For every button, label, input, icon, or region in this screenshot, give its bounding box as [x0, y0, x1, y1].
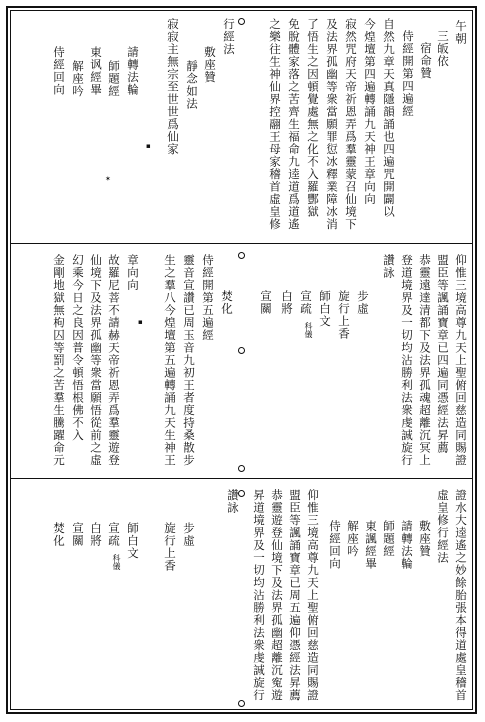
- text-column: 東諷經畢: [364, 520, 378, 570]
- text-column: 師白文: [318, 290, 332, 328]
- text-column: 金剛地獄無枸囚等罰之苦羣生騰躍命元: [52, 254, 66, 467]
- text-column: 行經法: [222, 18, 236, 56]
- text-column: 靜念如法: [185, 60, 199, 110]
- text-column: 虛皇修行經法: [436, 489, 450, 564]
- text-column: 仰惟三境高尊九天上聖俯回慈造同賜證: [454, 254, 468, 467]
- text-column: 讚詠: [382, 254, 396, 279]
- text-column: 宣關: [71, 522, 85, 547]
- text-column: 宿命贊: [419, 42, 433, 80]
- punctuation-mark: ✶: [105, 175, 111, 183]
- text-column: 宣關: [259, 290, 273, 315]
- text-column: 恭靈遊登仙境下及法界孤幽超離沉寃遊: [270, 489, 284, 702]
- section-divider-bottom: [10, 478, 473, 479]
- text-column: 之樂往生神仙界控翮王母家稽首虛皇修: [268, 18, 282, 231]
- text-column: 盟臣等諷誦寶章已周五遍仰憑經法昇薦: [288, 489, 302, 702]
- small-annotation: 科儀: [304, 322, 313, 338]
- text-column: 東讽經畢: [89, 46, 103, 96]
- text-column: 師題經: [107, 60, 121, 98]
- ring-marker: [238, 18, 245, 25]
- text-column: 昇道境界及一切均沾勝利法衆虔誠旋行: [252, 489, 266, 702]
- text-column: 幻乘今日之良因普令頓悟根佛不入: [71, 254, 85, 442]
- text-column: 章向向: [126, 254, 140, 292]
- text-column: 解座吟: [346, 520, 360, 558]
- text-column: 仰惟三境高尊九天上聖俯回慈造同賜證: [306, 489, 320, 702]
- text-column: 及法界孤幽等衆當願罪愆冰釋業障冰消: [325, 18, 339, 231]
- section-divider-top: [10, 243, 473, 244]
- text-column: 讚詠: [226, 489, 240, 514]
- ring-marker: [238, 252, 245, 259]
- text-column: 生之羣八今煌壇第五遍轉誦九天生神王: [163, 254, 177, 467]
- text-column: 免脫體家落之苦齊生福命九逵道爲道遙: [287, 18, 301, 231]
- text-column: 侍經開第四遍經: [401, 30, 415, 118]
- text-column: 焚化: [220, 290, 234, 315]
- text-column: 寂寂主無宗至世世爲仙家: [166, 18, 180, 156]
- text-column: 自然九章天真隱韻誦也四遍咒開闢以: [382, 18, 396, 218]
- punctuation-mark: ▪: [146, 142, 151, 150]
- text-column: 旋行上香: [337, 290, 351, 340]
- text-column: 侍經回向: [52, 46, 66, 96]
- text-column: 靈音宣讚已周玉音九初王者度持桑散步: [182, 254, 196, 467]
- punctuation-mark: ▪: [138, 318, 143, 326]
- ring-marker: [238, 700, 245, 707]
- text-column: 了悟生之因頓覺處無之化不入羅酆獄: [306, 18, 320, 218]
- ring-marker: [238, 465, 245, 472]
- text-column: 宣疏: [299, 290, 313, 315]
- text-column: 步虛: [356, 290, 370, 315]
- text-column: 故羅尼菩不請赫天帝祈恩弄爲羣靈遊登: [107, 254, 121, 467]
- text-column: 解座吟: [71, 60, 85, 98]
- text-column: 白將: [89, 522, 103, 547]
- text-column: 侍經回向: [328, 520, 342, 570]
- text-column: 侍經開第五遍經: [201, 254, 215, 342]
- text-column: 午朝: [454, 20, 468, 45]
- text-column: 請轉法輪: [400, 520, 414, 570]
- small-annotation: 科儀: [112, 554, 121, 570]
- text-column: 恭靈遠達清都下及法界孤魂超離沉冥上: [418, 254, 432, 467]
- ring-marker: [238, 347, 245, 354]
- text-column: 三皈依: [436, 30, 450, 68]
- text-column: 今煌壇第四遍轉誦九天神王章向向: [363, 18, 377, 206]
- text-column: 師題經: [382, 520, 396, 558]
- text-column: 宣疏: [107, 522, 121, 547]
- text-column: 請轉法輪: [126, 46, 140, 96]
- text-column: 證水大逵遙之妙餘胎張本得道處皇稽首: [454, 489, 468, 702]
- text-column: 盟臣等諷誦寶章已四遍同憑經法昇薦: [436, 254, 450, 454]
- text-column: 白將: [280, 290, 294, 315]
- text-column: 敷座贊: [203, 46, 217, 84]
- text-column: 寂然咒府天帝祈恩弄爲羣靈蒙召仙境下: [344, 18, 358, 231]
- text-column: 敷座贊: [418, 520, 432, 558]
- text-column: 登道境界及一切均沾勝利法衆虔誠旋行: [400, 254, 414, 467]
- text-column: 步虛: [182, 522, 196, 547]
- text-column: 仙境下及法界孤幽等衆當願悟從前之虛: [89, 254, 103, 467]
- text-column: 師白文: [126, 522, 140, 560]
- text-column: 旋行上香: [163, 522, 177, 572]
- text-column: 焚化: [52, 522, 66, 547]
